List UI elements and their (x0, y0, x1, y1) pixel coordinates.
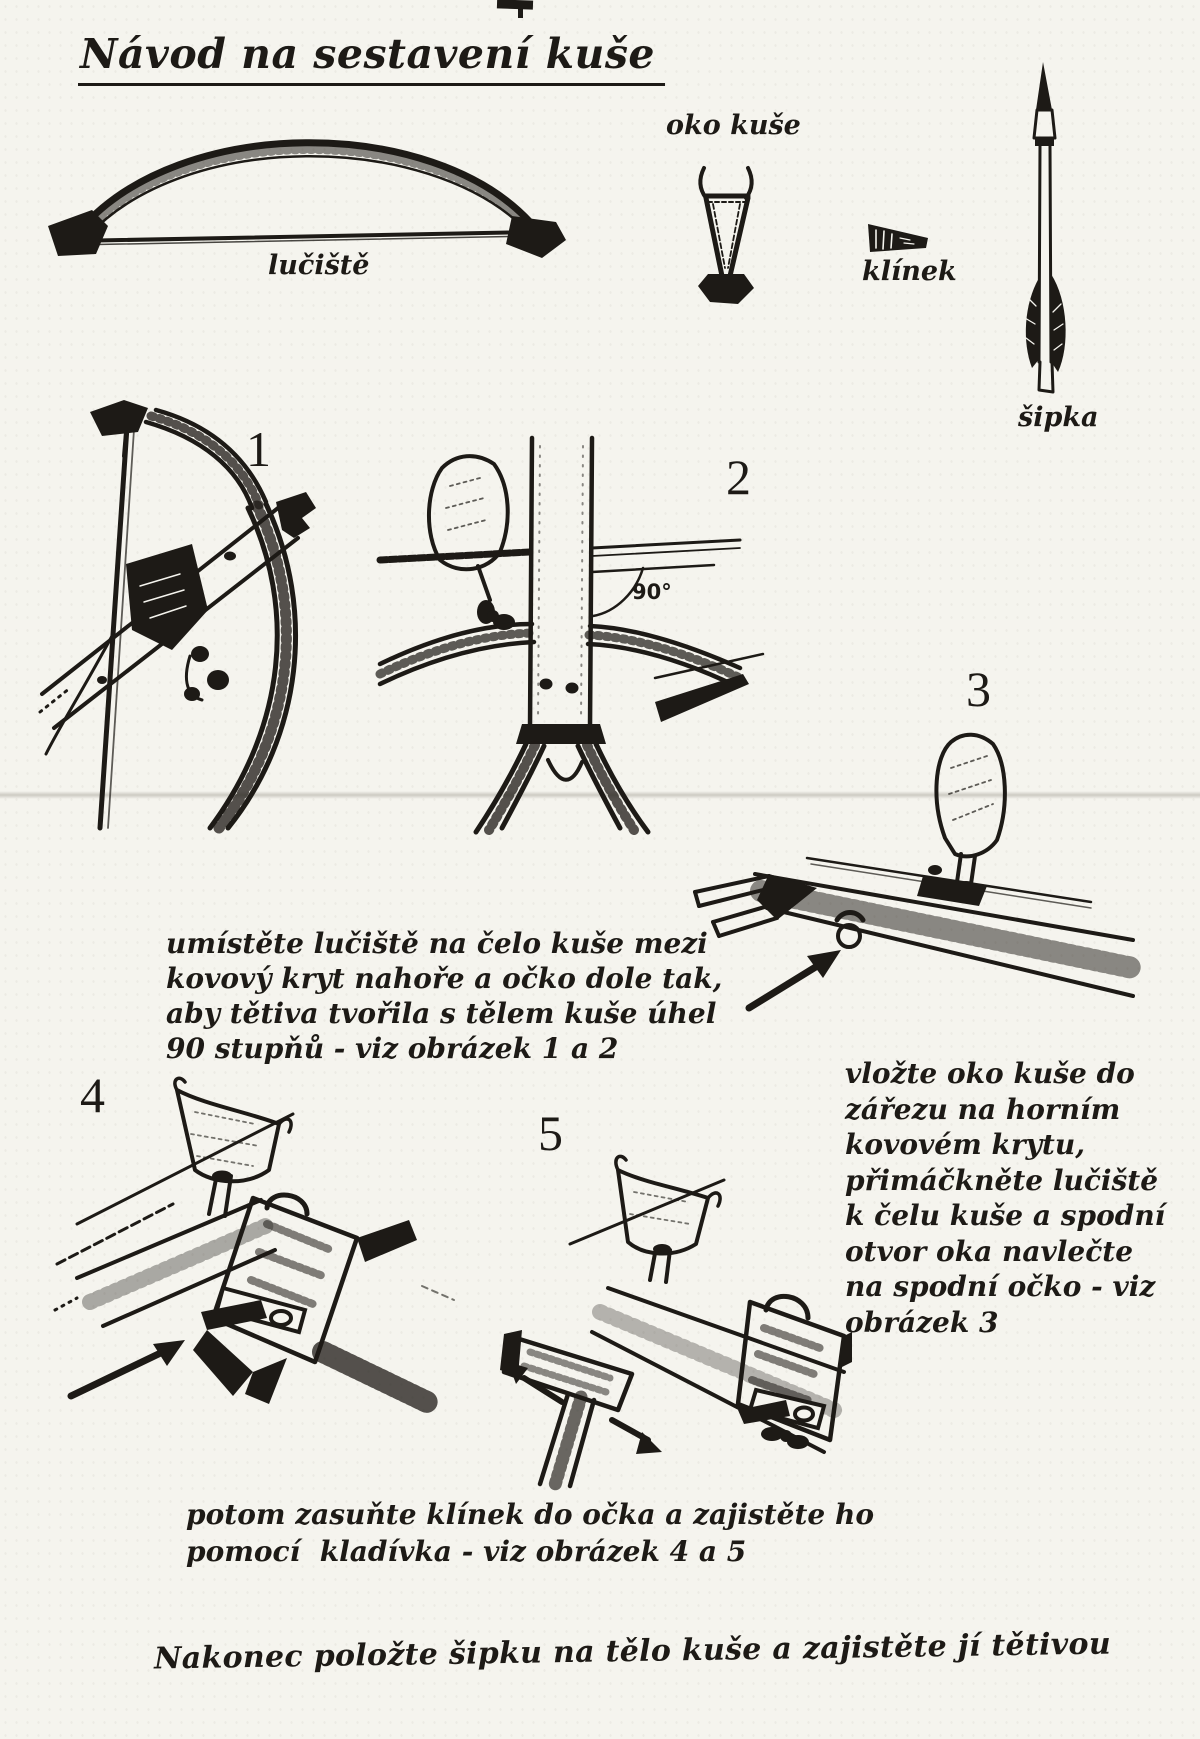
step-1-text (166, 926, 722, 1066)
text-line: na spodní očko - viz (845, 1270, 1156, 1303)
figure-3-illustration (655, 648, 1135, 1030)
figure-1-number: 1 (246, 421, 271, 477)
text-line: vložte oko kuše do (845, 1057, 1135, 1090)
bow-label: lučiště (268, 250, 370, 281)
text-line: potom zasuňte klínek do očka a zajistěte ho (186, 1498, 875, 1531)
text-line: kovovém krytu, (845, 1128, 1085, 1161)
wedge-illustration (864, 216, 936, 260)
scan-artifact (497, 0, 533, 10)
final-instruction: Nakonec položte šipku na tělo kuše a zajistěte jí tětivou (153, 1626, 1112, 1677)
figure-4-number: 4 (80, 1067, 105, 1123)
step-2-text (845, 1056, 1165, 1340)
text-line: 90 stupňů - viz obrázek 1 a 2 (166, 1032, 619, 1065)
arrow-illustration (1012, 60, 1076, 400)
text-line: otvor oka navlečte (845, 1234, 1134, 1268)
text-line: obrázek 3 (845, 1305, 999, 1339)
scan-artifact (518, 9, 523, 18)
text-line: aby tětiva tvořila s tělem kuše úhel (166, 997, 717, 1030)
angle-label: 90° (632, 580, 672, 604)
wedge-label: klínek (862, 256, 957, 287)
text-line: pomocí kladívka - viz obrázek 4 a 5 (186, 1535, 747, 1568)
step-3-text (186, 1496, 874, 1570)
eye-illustration (680, 158, 772, 306)
text-line: kovový kryt nahoře a očko dole tak, (166, 962, 723, 995)
text-line: přimáčkněte lučiště (845, 1163, 1159, 1197)
figure-2-number: 2 (726, 449, 751, 505)
text-line: zářezu na horním (845, 1092, 1121, 1126)
figure-1-illustration (40, 396, 340, 830)
figure-5-number: 5 (538, 1105, 563, 1161)
text-line: k čelu kuše a spodní (845, 1199, 1166, 1232)
figure-3-number: 3 (966, 661, 991, 717)
eye-label: oko kuše (666, 110, 801, 141)
page-title: Návod na sestavení kuše (78, 30, 665, 86)
arrow-label: šipka (1018, 402, 1099, 433)
figure-5-illustration (420, 1122, 852, 1486)
text-line: umístěte lučiště na čelo kuše mezi (166, 927, 708, 960)
figure-4-illustration (55, 1072, 427, 1406)
